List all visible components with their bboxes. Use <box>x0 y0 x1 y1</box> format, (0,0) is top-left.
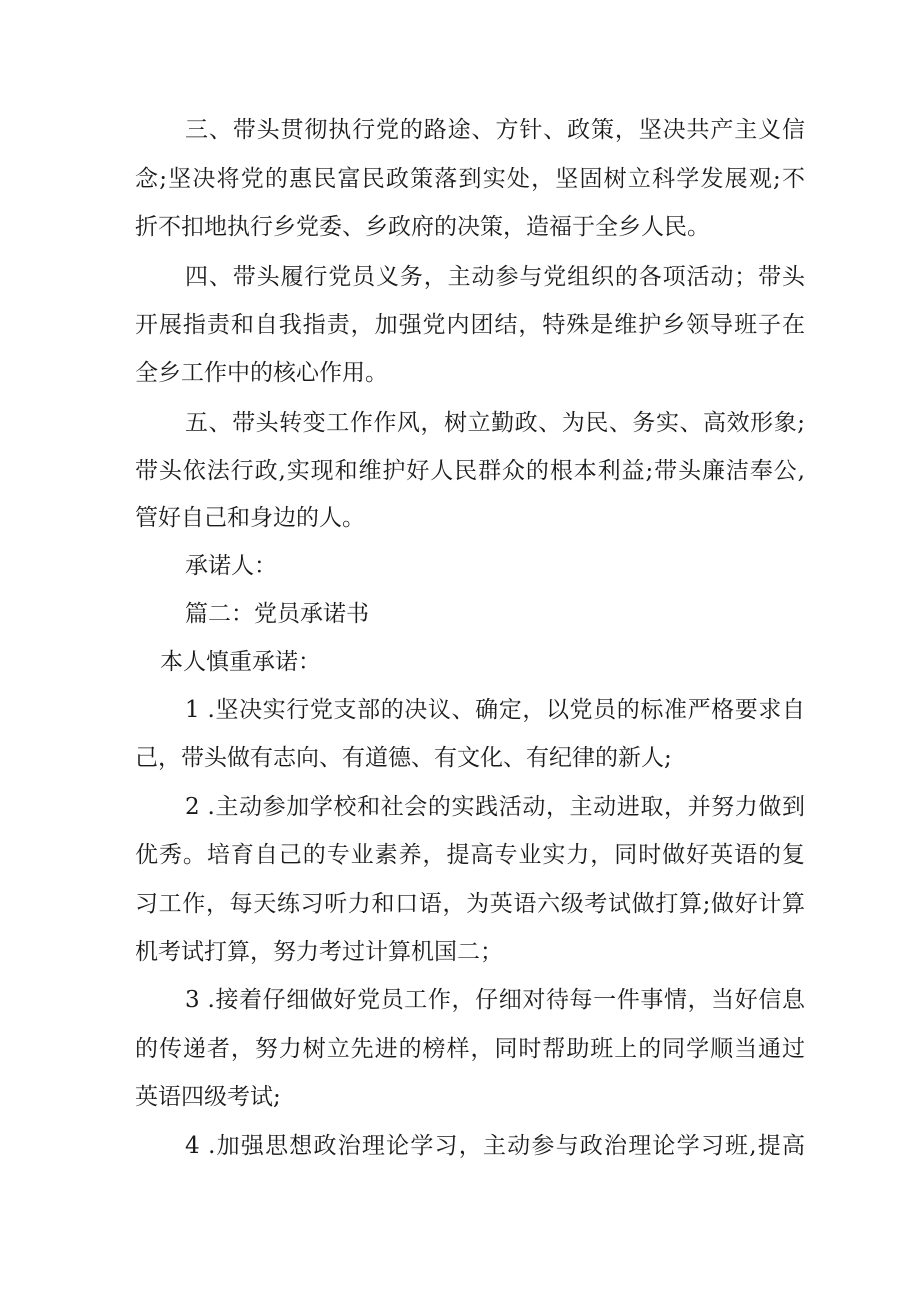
section-two-heading: 篇二：党员承诺书 <box>185 601 369 627</box>
pledge-three-line-1: 3 .接着仔细做好党员工作，仔细对待每一件事情，当好信息 <box>185 987 805 1013</box>
pledge-four-line-1: 4 .加强思想政治理论学习，主动参与政治理论学习班,提高 <box>185 1133 805 1159</box>
item-four-line-2: 开展指责和自我指责，加强党内团结，特殊是维护乡领导班子在 <box>135 312 805 338</box>
pledge-one-line-2: 己，带头做有志向、有道德、有文化、有纪律的新人; <box>135 745 672 771</box>
pledge-three-line-3: 英语四级考试; <box>135 1084 281 1110</box>
item-four-line-1: 四、带头履行党员义务，主动参与党组织的各项活动；带头 <box>185 264 805 290</box>
pledge-two-line-1: 2 .主动参加学校和社会的实践活动，主动进取，并努力做到 <box>185 794 805 820</box>
pledge-two-line-4: 机考试打算，努力考过计算机国二； <box>135 939 503 965</box>
pledge-three-line-2: 的传递者，努力树立先进的榜样，同时帮助班上的同学顺当通过 <box>135 1036 805 1062</box>
item-five-line-1: 五、带头转变工作作风，树立勤政、为民、务实、高效形象; <box>185 410 805 436</box>
item-five-line-2: 带头依法行政,实现和维护好人民群众的根本利益;带头廉洁奉公, <box>135 458 805 484</box>
item-three-line-3: 折不扣地执行乡党委、乡政府的决策，造福于全乡人民。 <box>135 214 710 240</box>
pledge-two-line-3: 习工作，每天练习听力和口语，为英语六级考试做打算;做好计算 <box>135 891 805 917</box>
signature-label: 承诺人： <box>185 553 277 579</box>
item-three-line-1: 三、带头贯彻执行党的路途、方针、政策，坚决共产主义信 <box>185 117 805 143</box>
pledge-intro: 本人慎重承诺： <box>160 649 321 675</box>
pledge-two-line-2: 优秀。培育自己的专业素养，提高专业实力，同时做好英语的复 <box>135 842 805 868</box>
item-four-line-3: 全乡工作中的核心作用。 <box>135 360 388 386</box>
item-three-line-2: 念;坚决将党的惠民富民政策落到实处，坚固树立科学发展观;不 <box>135 166 805 192</box>
pledge-one-line-1: 1 .坚决实行党支部的决议、确定，以党员的标准严格要求自 <box>185 697 805 723</box>
item-five-line-3: 管好自己和身边的人。 <box>135 505 365 531</box>
